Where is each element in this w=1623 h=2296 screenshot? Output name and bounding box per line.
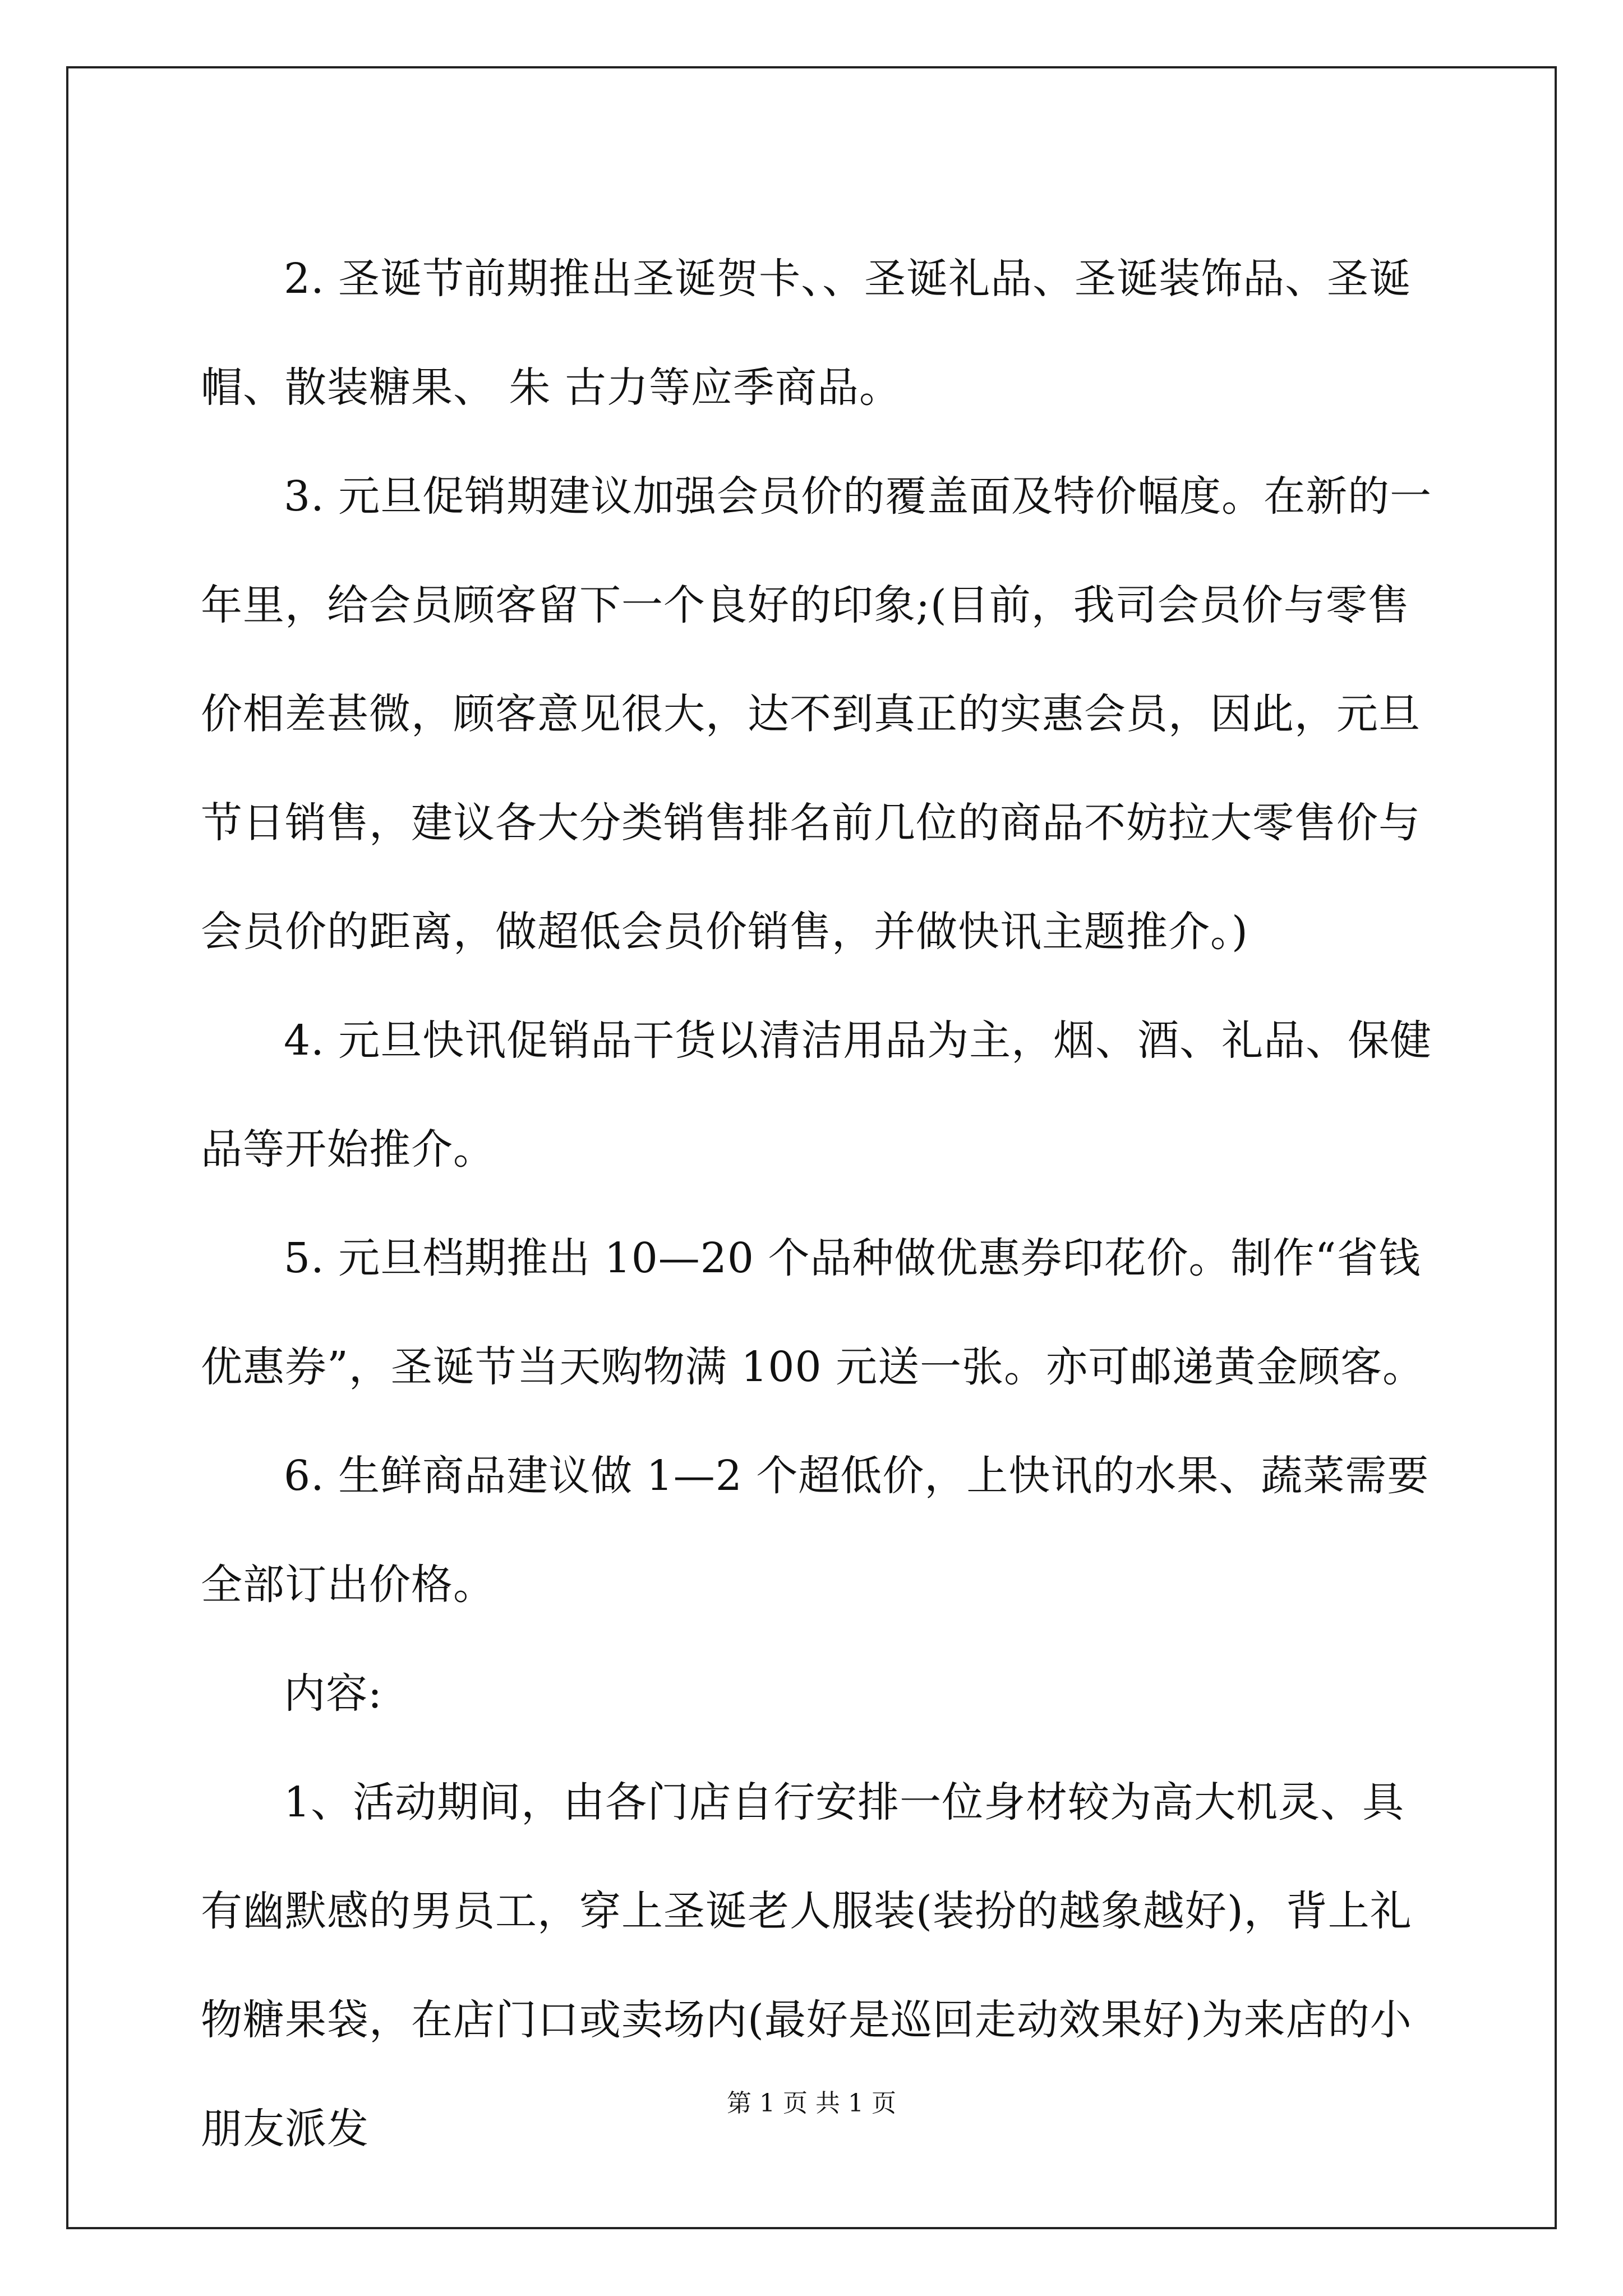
content-item-1: 1、活动期间，由各门店自行安排一位身材较为高大机灵、具有幽默感的男员工，穿上圣诞老人服装(装扮的越象越好)，背上礼物糖果袋，在店门口或卖场内(最好是巡回走动效果好)为来店的小朋友派发 [201, 1778, 1412, 2153]
page-number-footer: 第 1 页 共 1 页 [727, 2089, 896, 2118]
paragraph-6: 6. 生鲜商品建议做 1—2 个超低价，上快讯的水果、蔬菜需要全部订出价格。 [201, 1452, 1430, 1609]
document-body [201, 224, 1435, 2183]
paragraph-5: 5. 元旦档期推出 10—20 个品种做优惠券印花价。制作“省钱优惠券”，圣诞节当天购物满 100 元送一张。亦可邮递黄金顾客。 [201, 1234, 1425, 1391]
paragraph-4: 4. 元旦快讯促销品干货以清洁用品为主，烟、酒、礼品、保健品等开始推介。 [201, 1016, 1432, 1174]
paragraph-3: 3. 元旦促销期建议加强会员价的覆盖面及特价幅度。在新的一年里，给会员顾客留下一个良好的印象;(目前，我司会员价与零售价相差甚微，顾客意见很大，达不到真正的实惠会员，因此，元旦节日销售，建议各大分类销售排名前几位的商品不妨拉大零售价与会员价的距离，做超低会员价销售，并做快讯主题推介。) [201, 472, 1432, 956]
paragraph-2: 2. 圣诞节前期推出圣诞贺卡、、圣诞礼品、圣诞装饰品、圣诞帽、散装糖果、 朱 古力等应季商品。 [201, 255, 1412, 412]
content-heading: 内容: [284, 1669, 382, 1718]
